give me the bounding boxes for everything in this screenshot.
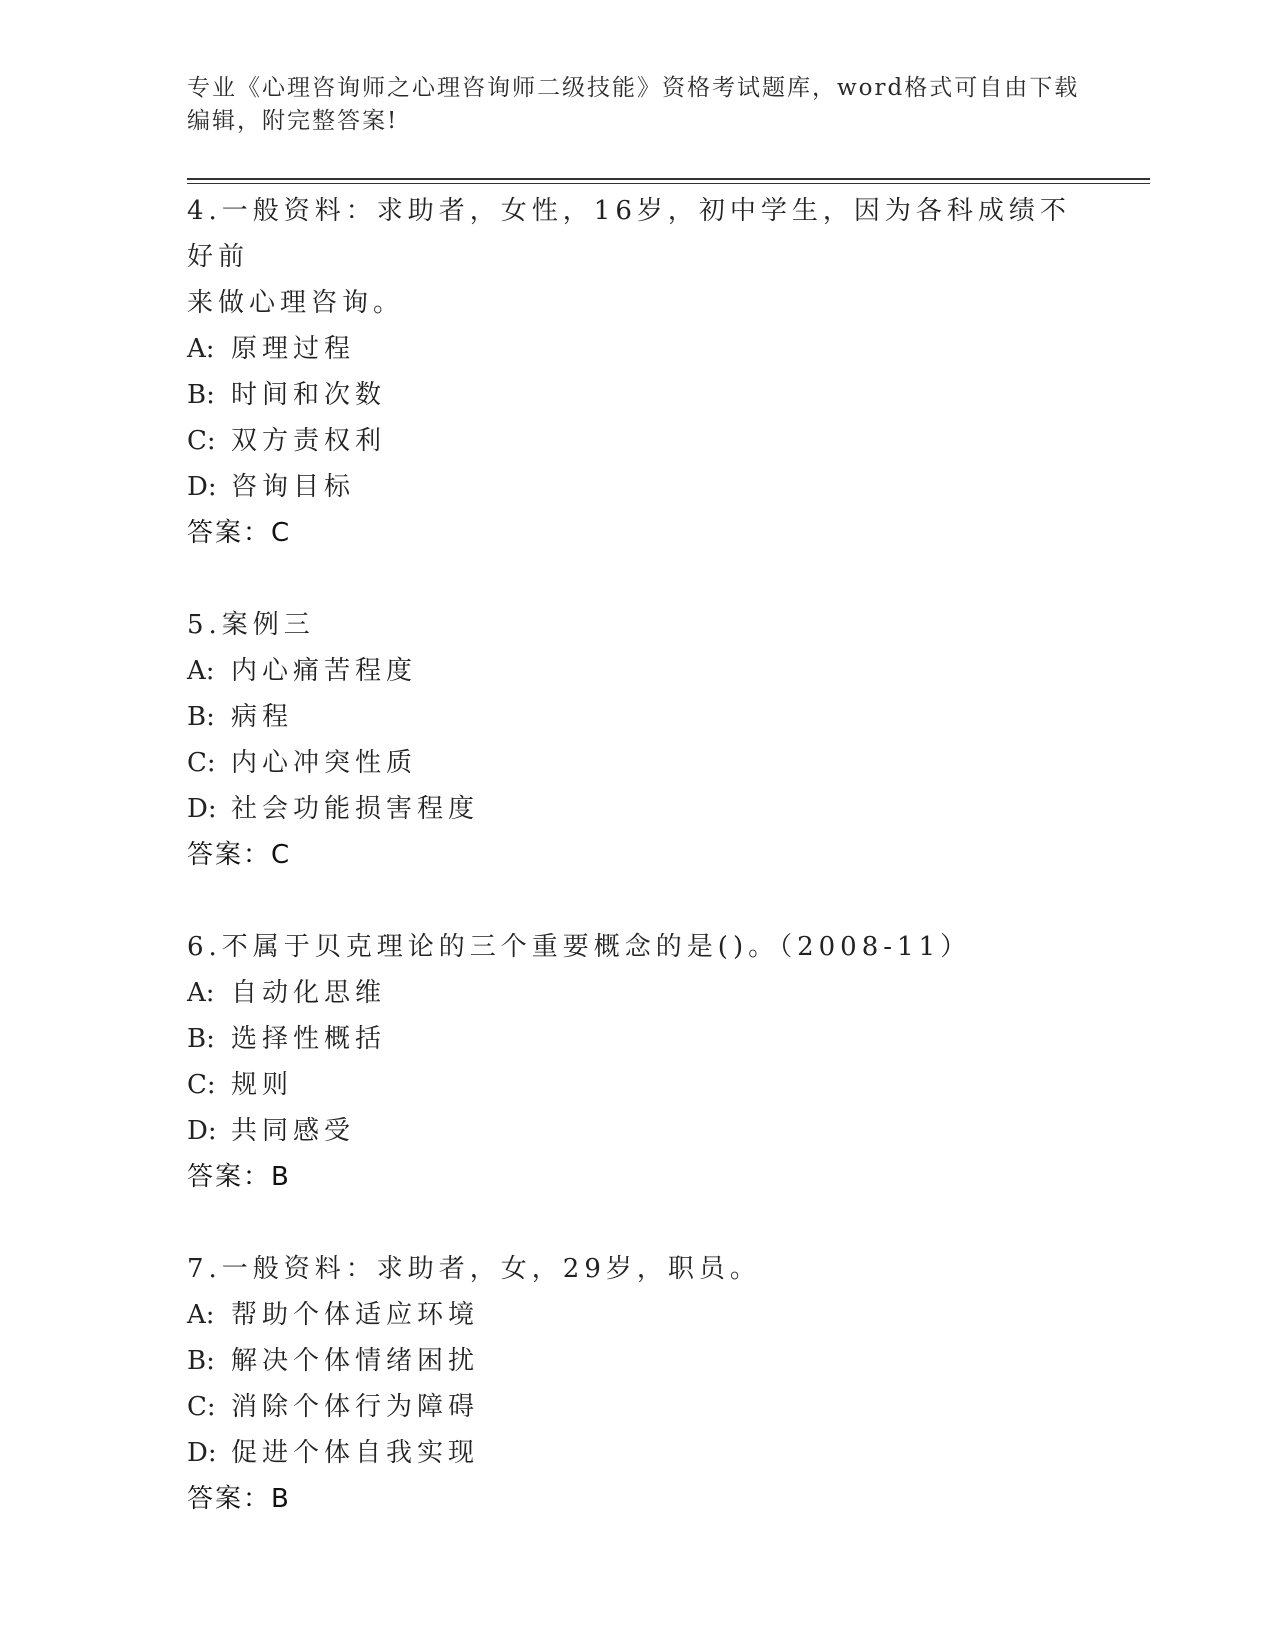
option-b — [187, 694, 1087, 740]
option-d — [187, 1430, 1087, 1476]
option-key: A: — [187, 334, 215, 364]
question-stem: 6.不属于贝克理论的三个重要概念的是()。（2008-11） — [187, 932, 972, 962]
option-text: 规则 — [231, 1070, 294, 1100]
question-item — [187, 602, 1087, 878]
option-key: B: — [187, 1024, 215, 1054]
header-divider-top — [187, 178, 1150, 180]
option-text: 内心痛苦程度 — [231, 656, 418, 686]
option-text: 内心冲突性质 — [231, 748, 418, 778]
option-text: 促进个体自我实现 — [231, 1438, 480, 1468]
option-text: 双方责权利 — [231, 426, 387, 456]
option-text: 咨询目标 — [231, 472, 356, 502]
question-item — [187, 188, 1087, 556]
header-line-2: 编辑，附完整答案! — [187, 108, 399, 134]
question-stem-continued: 来做心理咨询。 — [187, 288, 405, 318]
option-b — [187, 1338, 1087, 1384]
option-a — [187, 648, 1087, 694]
option-text: 病程 — [231, 702, 294, 732]
option-key: B: — [187, 380, 215, 410]
question-stem: 4.一般资料：求助者，女性，16岁，初中学生，因为各科成绩不好前 — [187, 196, 1071, 272]
option-key: D: — [187, 1116, 217, 1146]
question-list — [187, 188, 1087, 1568]
option-text: 解决个体情绪困扰 — [231, 1346, 480, 1376]
option-key: C: — [187, 748, 216, 778]
option-c — [187, 1062, 1087, 1108]
option-text: 社会功能损害程度 — [231, 794, 480, 824]
document-header — [187, 72, 1087, 138]
option-key: A: — [187, 656, 215, 686]
answer-line: 答案：B — [187, 1484, 291, 1514]
option-key: A: — [187, 1300, 215, 1330]
option-a — [187, 1292, 1087, 1338]
option-text: 共同感受 — [231, 1116, 356, 1146]
option-b — [187, 1016, 1087, 1062]
option-text: 自动化思维 — [231, 978, 387, 1008]
option-key: D: — [187, 1438, 217, 1468]
option-key: B: — [187, 702, 215, 732]
option-text: 消除个体行为障碍 — [231, 1392, 480, 1422]
option-text: 帮助个体适应环境 — [231, 1300, 480, 1330]
header-line-1: 专业《心理咨询师之心理咨询师二级技能》资格考试题库，word格式可自由下载 — [187, 75, 1080, 101]
header-divider-bottom — [187, 183, 1150, 184]
option-text: 选择性概括 — [231, 1024, 387, 1054]
option-key: C: — [187, 426, 216, 456]
option-text: 时间和次数 — [231, 380, 387, 410]
question-stem: 7.一般资料：求助者，女，29岁，职员。 — [187, 1254, 761, 1284]
question-item — [187, 1246, 1087, 1522]
option-d — [187, 1108, 1087, 1154]
option-d — [187, 786, 1087, 832]
option-a — [187, 326, 1087, 372]
option-key: A: — [187, 978, 215, 1008]
answer-line: 答案：B — [187, 1162, 291, 1192]
option-c — [187, 740, 1087, 786]
question-item — [187, 924, 1087, 1200]
option-text: 原理过程 — [231, 334, 356, 364]
option-c — [187, 418, 1087, 464]
option-key: D: — [187, 794, 217, 824]
option-key: C: — [187, 1070, 216, 1100]
option-key: C: — [187, 1392, 216, 1422]
option-b — [187, 372, 1087, 418]
option-c — [187, 1384, 1087, 1430]
option-key: B: — [187, 1346, 215, 1376]
option-a — [187, 970, 1087, 1016]
answer-line: 答案：C — [187, 518, 292, 548]
question-stem: 5.案例三 — [187, 610, 315, 640]
option-key: D: — [187, 472, 217, 502]
option-d — [187, 464, 1087, 510]
answer-line: 答案：C — [187, 840, 292, 870]
